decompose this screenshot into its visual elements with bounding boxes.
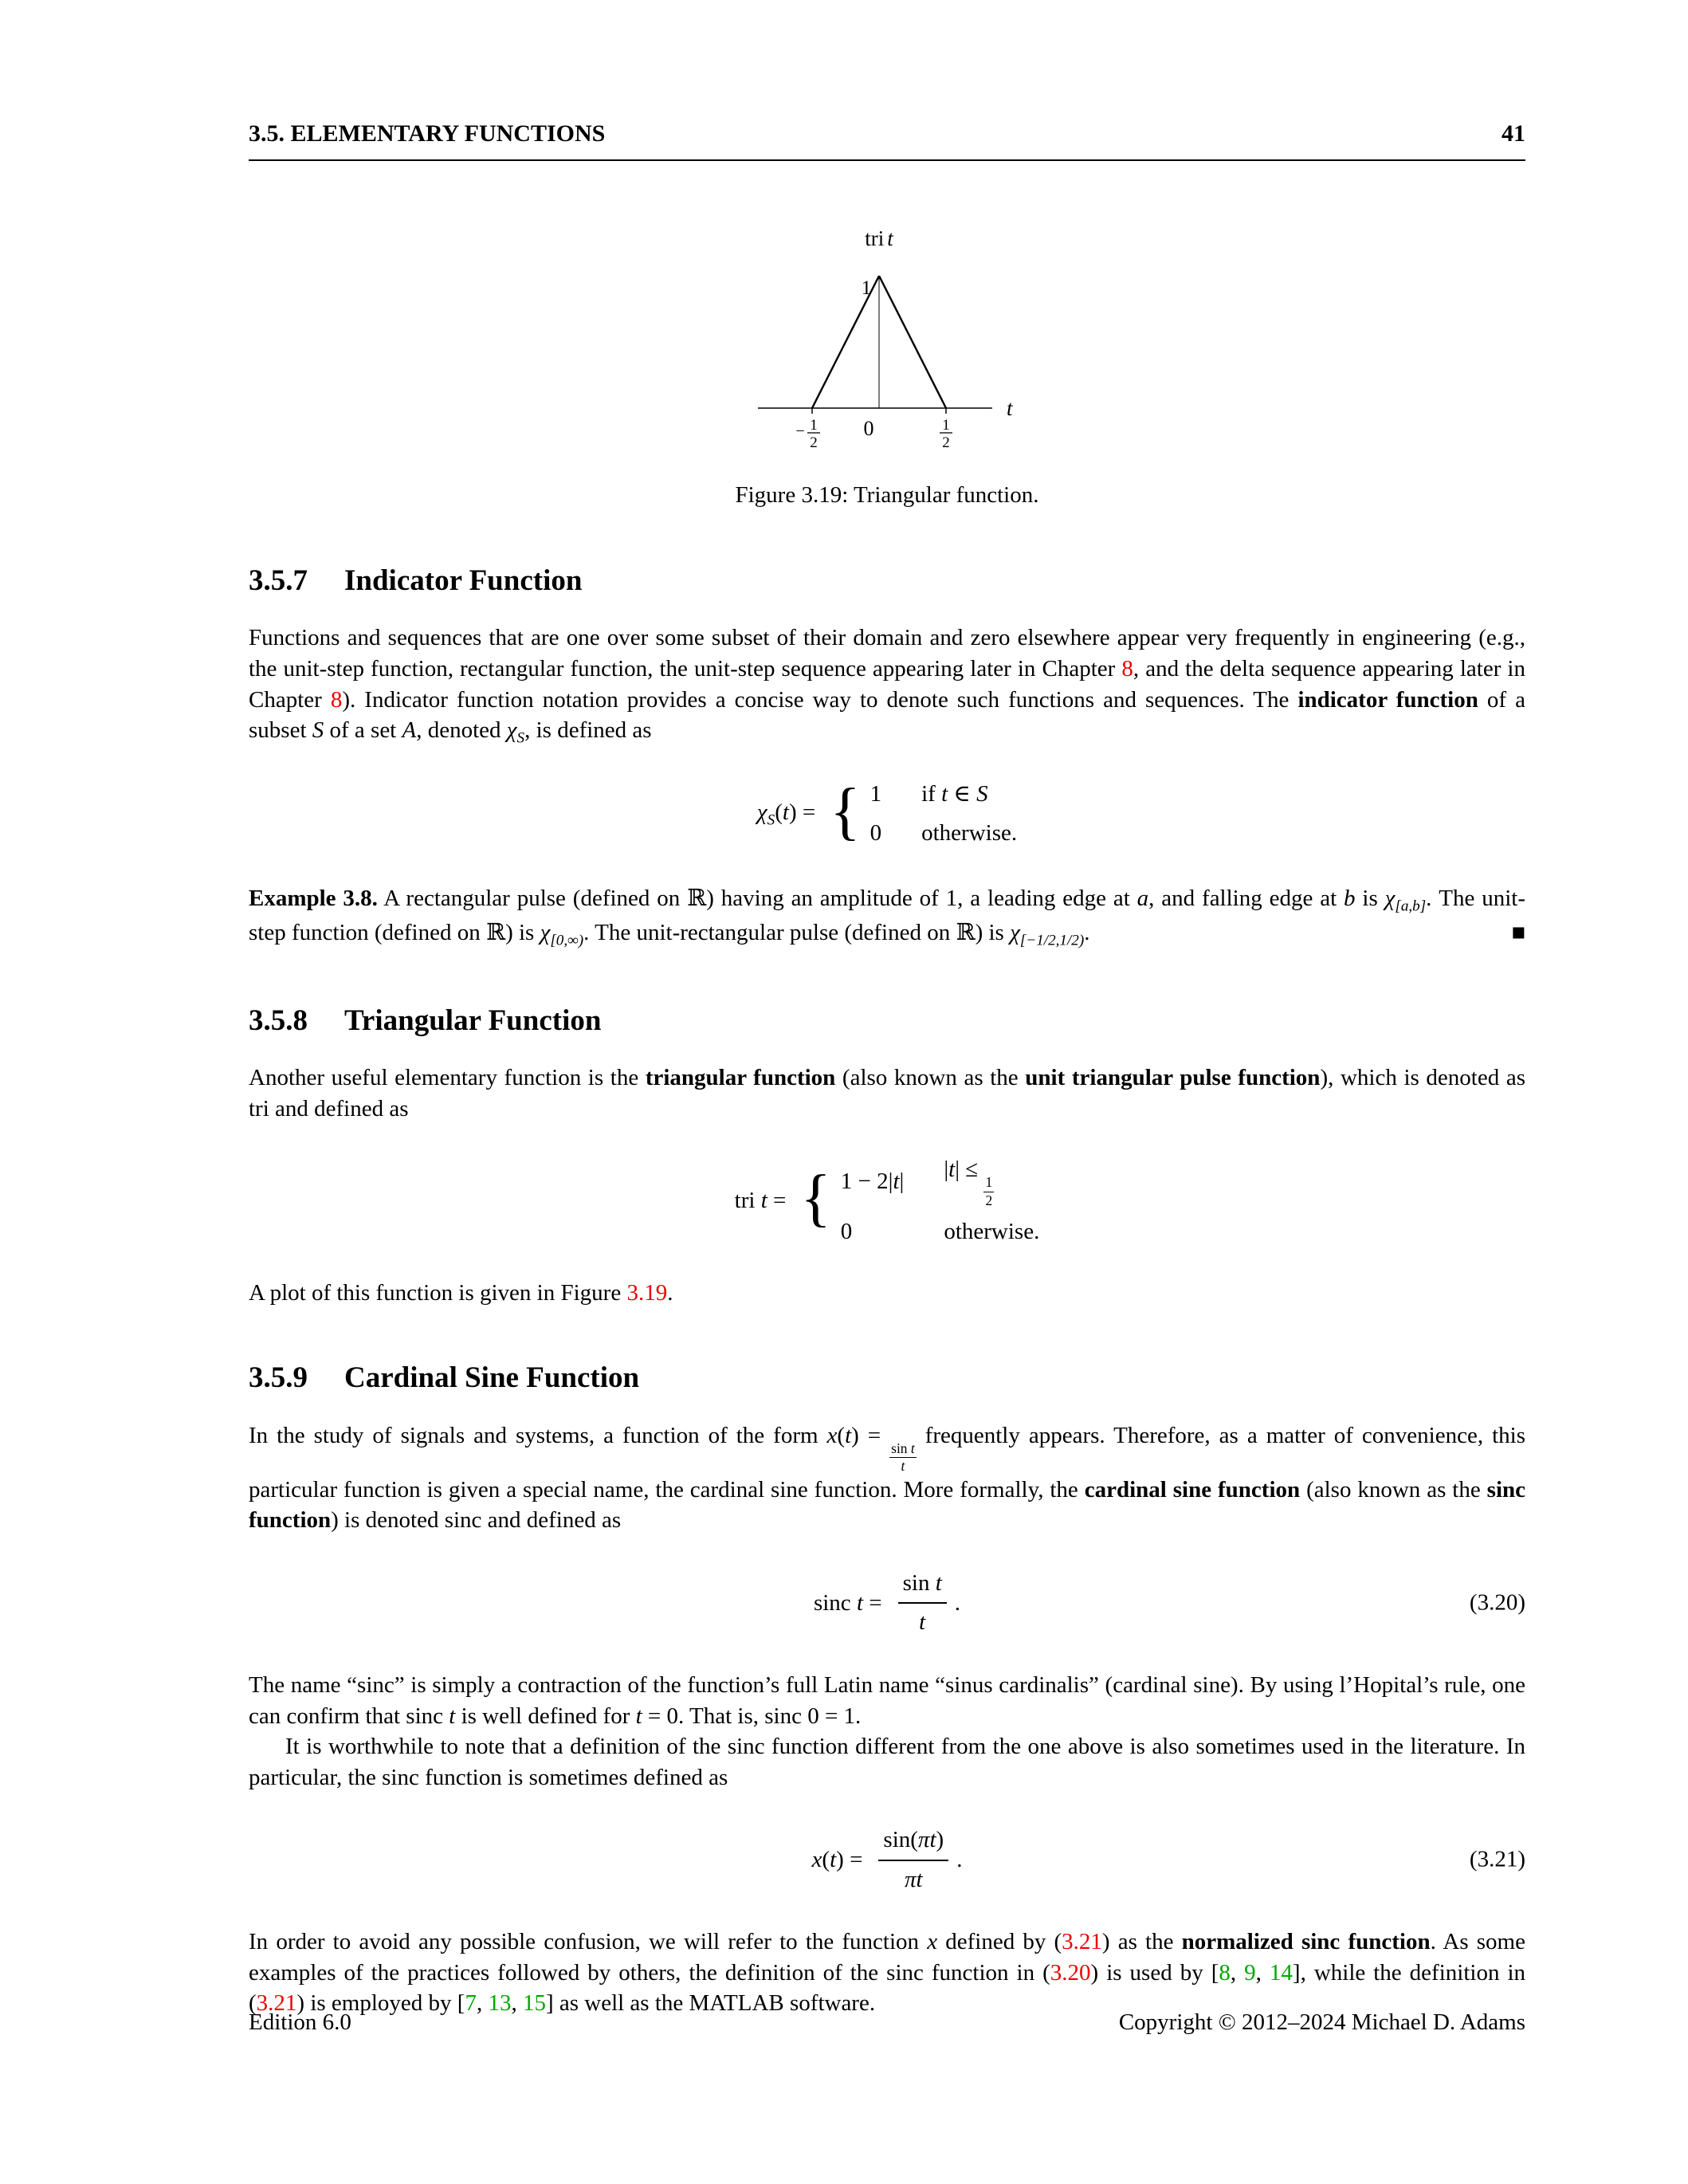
reference-link[interactable]: 8 (330, 686, 343, 713)
text-run: , and falling edge at (1148, 886, 1345, 912)
text-run: unit triangular pulse function (1025, 1065, 1321, 1091)
text-run: A rectangular pulse (defined on ℝ) having an amplitude of 1, a leading edge at (377, 886, 1137, 912)
text-run: is well defined for (455, 1703, 636, 1729)
text-run: ) is employed by [ (296, 1990, 465, 2017)
citation-link[interactable]: 15 (522, 1990, 546, 2017)
equation-lhs (735, 1185, 787, 1216)
text-run: x (811, 1846, 822, 1872)
text-run: | (944, 1157, 949, 1183)
text-run: defined by ( (937, 1929, 1062, 1955)
paragraph-sinc-name (249, 1670, 1525, 1731)
text-run: 0 (870, 819, 882, 846)
fraction-denominator (919, 1604, 925, 1638)
case-condition (921, 818, 1017, 849)
text-run: 1 − 2| (840, 1168, 893, 1194)
text-run: Example 3.8. (249, 886, 378, 912)
text-run: triangular function (645, 1065, 836, 1091)
fraction-denominator (985, 1192, 992, 1208)
equation-tail: . (954, 1589, 961, 1616)
section-heading-triangular-function (249, 1004, 1525, 1039)
header-page-number: 41 (1502, 120, 1525, 147)
text-run: , is defined as (524, 717, 652, 744)
text-run: | (899, 1168, 905, 1194)
end-of-example-marker: ■ (1511, 919, 1525, 945)
fraction-denominator: 2 (942, 434, 950, 451)
section-3-5-9 (249, 1361, 1525, 2019)
text-run: t (893, 1168, 900, 1194)
example-text (249, 886, 1526, 949)
text-run: | ≤ (955, 1157, 984, 1183)
text-run: frequently appears. Therefore, as a matter of convenience, this particular function is given a special name, the cardinal sine function. More formally, the (249, 1422, 1525, 1502)
text-run: sinc (813, 1589, 857, 1616)
text-run: ) (936, 1827, 944, 1853)
text-run: S (312, 717, 324, 744)
footer-edition: Edition 6.0 (249, 2009, 351, 2035)
fraction-numerator (983, 1175, 994, 1192)
text-run: ∈ (948, 781, 977, 807)
text-run: sin (891, 1440, 911, 1456)
reference-link[interactable]: 3.21 (1062, 1929, 1102, 1955)
text-run: t (856, 1589, 863, 1616)
text-run: χ (506, 717, 517, 744)
cases-body (870, 779, 1018, 848)
figure-caption: Figure 3.19: Triangular function. (735, 482, 1039, 509)
text-run: ( (822, 1846, 830, 1872)
text-run: is (1355, 886, 1385, 912)
section-number: 3.5.7 (249, 564, 308, 598)
text-run: χ (1010, 919, 1020, 945)
text-run: t (635, 1703, 642, 1729)
text-run: ], while the definition in ( (249, 1959, 1526, 2017)
case-condition (921, 779, 1017, 810)
text-run: ), which is denoted as tri and defined as (249, 1065, 1525, 1121)
text-run: , (511, 1990, 523, 2017)
fraction-denominator: 2 (810, 434, 818, 451)
paragraph-alternate-definition (249, 1731, 1525, 1793)
paragraph-indicator-intro (249, 623, 1525, 748)
text-run: πt (905, 1866, 923, 1892)
text-run: x (927, 1929, 938, 1955)
text-run: , (1230, 1959, 1245, 1986)
text-run: . (1084, 919, 1090, 945)
equation-tail: . (956, 1846, 963, 1872)
equation-lhs (757, 797, 815, 831)
running-head (249, 118, 1525, 161)
minus-sign: − (795, 422, 805, 440)
text-run: A (402, 717, 417, 744)
text-run: A plot of this function is given in Figure (249, 1279, 627, 1306)
text-run: (also known as the (1300, 1476, 1487, 1502)
text-run: ( (775, 799, 783, 825)
text-run: S (767, 811, 775, 829)
paragraph-plot-reference (249, 1278, 1525, 1309)
citation-link[interactable]: 8 (1219, 1959, 1231, 1986)
axis-variable-label: t (1007, 395, 1013, 420)
text-run: = (767, 1188, 787, 1214)
text-run: t (760, 1188, 767, 1214)
reference-link[interactable]: 3.19 (626, 1279, 668, 1306)
triangle-right-side (879, 276, 946, 408)
tick-label-one-half (940, 417, 952, 451)
reference-link[interactable]: 3.20 (1050, 1959, 1091, 1986)
text-run: [−1/2,1/2) (1019, 932, 1085, 949)
cases-brace: { (830, 776, 861, 846)
text-run: ). Indicator function notation provides a concise way to denote such functions and sequences. The (342, 686, 1298, 713)
text-run: tri (734, 1188, 761, 1214)
tick-label-minus-one-half (795, 417, 820, 451)
text-run: t (919, 1609, 926, 1636)
text-run: of a set (324, 717, 402, 744)
text-run: t (910, 1440, 915, 1456)
paragraph-triangular-intro (249, 1063, 1525, 1124)
text-run: sin (902, 1569, 936, 1596)
paragraph-sinc-intro (249, 1420, 1525, 1536)
text-run: sinc function (249, 1476, 1525, 1534)
text-run: ) is used by [ (1090, 1959, 1219, 1986)
section-number: 3.5.9 (249, 1361, 308, 1395)
text-run: . The unit-step function (defined on ℝ) is (249, 886, 1526, 945)
equation-number: (3.21) (1469, 1846, 1525, 1872)
text-run: Functions and sequences that are one over some subset of their domain and zero elsewhere appear very frequently in engineering (e.g., the unit-step function, rectangular function, the unit-step sequence appearing later in Chapter (249, 625, 1525, 682)
page-footer (249, 2007, 1525, 2038)
triangular-function-plot (736, 218, 1038, 458)
text-run: , and the delta sequence appearing later in Chapter (249, 655, 1525, 713)
section-3-5-7 (249, 564, 1525, 951)
cases-body (841, 1154, 1040, 1247)
reference-link[interactable]: 3.21 (256, 1990, 297, 2017)
text-run: t (845, 1422, 852, 1448)
equation-indicator-function (249, 776, 1525, 848)
text-run: πt (917, 1827, 936, 1853)
case-condition (944, 1216, 1039, 1247)
equation-number: (3.20) (1469, 1589, 1525, 1616)
text-run: In the study of signals and systems, a function of the form (249, 1422, 827, 1448)
text-run: The name “sinc” is simply a contraction of the function’s full Latin name “sinus cardinalis” (cardinal sine). By using l’Hopital’s rule, one can confirm that sinc (249, 1671, 1525, 1729)
section-title: Cardinal Sine Function (344, 1361, 640, 1395)
tick-label-zero: 0 (863, 416, 874, 440)
text-run: indicator function (1297, 686, 1478, 713)
citation-link[interactable]: 7 (465, 1990, 477, 2017)
equation-3-21 (249, 1825, 1525, 1895)
fraction-numerator (878, 1825, 948, 1861)
text-run: ) = (788, 799, 816, 825)
text-run: , denoted (416, 717, 507, 744)
citation-link[interactable]: 14 (1269, 1959, 1293, 1986)
text-run: S (516, 729, 525, 747)
fraction-denominator (901, 1458, 905, 1474)
text-run: of a subset (249, 686, 1525, 744)
text-run: x (826, 1422, 838, 1448)
reference-link[interactable]: 8 (1121, 655, 1133, 682)
cases-brace: { (800, 1163, 831, 1234)
text-run: t (948, 1157, 956, 1183)
fraction-numerator: 1 (942, 416, 950, 434)
text-run: ) = (851, 1422, 890, 1448)
text-run: t (935, 1569, 942, 1596)
text-run: ) = (836, 1846, 863, 1872)
text-run: ] as well as the MATLAB software. (545, 1990, 876, 2017)
footer-copyright: Copyright © 2012–2024 Michael D. Adams (1118, 2009, 1525, 2035)
inline-fraction (983, 1175, 994, 1208)
text-run: cardinal sine function (1084, 1476, 1301, 1502)
text-run: = (863, 1589, 882, 1616)
inline-fraction (889, 1441, 917, 1475)
text-run: t (449, 1703, 456, 1729)
text-run: It is worthwhile to note that a definition of the sinc function different from the one above is also sometimes used in the literature. In particular, the sinc function is sometimes defined as (249, 1734, 1525, 1790)
text-run: (also known as the (835, 1065, 1026, 1091)
case-value (841, 1166, 905, 1197)
case-value (870, 818, 882, 849)
citation-link[interactable]: 9 (1244, 1959, 1256, 1986)
case-value (841, 1216, 905, 1247)
text-run: 2 (985, 1192, 993, 1208)
section-heading-cardinal-sine (249, 1361, 1525, 1396)
text-run: t (901, 1458, 905, 1475)
section-title: Triangular Function (344, 1004, 602, 1037)
fraction-numerator: 1 (810, 416, 818, 434)
fraction-denominator (905, 1861, 923, 1895)
text-run: t (941, 781, 948, 807)
text-run: . (667, 1279, 673, 1306)
section-3-5-8 (249, 1004, 1525, 1309)
text-run: [a,b] (1395, 898, 1427, 916)
text-run: = 0. That is, sinc 0 = 1. (642, 1703, 862, 1729)
plot-title: tri t (865, 226, 893, 250)
text-run: 0 (840, 1219, 853, 1245)
case-condition (944, 1154, 1039, 1208)
fraction-numerator (898, 1568, 947, 1605)
citation-link[interactable]: 13 (488, 1990, 512, 2017)
equation-3-20 (249, 1568, 1525, 1638)
fraction-numerator (889, 1441, 917, 1458)
example-3-8 (249, 883, 1525, 950)
display-fraction (898, 1568, 947, 1638)
text-run: otherwise. (944, 1219, 1040, 1245)
text-run: 1 (870, 781, 882, 807)
section-heading-indicator-function (249, 564, 1525, 599)
section-number: 3.5.8 (249, 1004, 308, 1037)
text-run: , (476, 1990, 489, 2017)
text-run: if (921, 781, 942, 807)
text-run: χ (1384, 886, 1396, 912)
text-run: ) as the (1101, 1929, 1182, 1955)
text-run: b (1344, 886, 1356, 912)
text-run: t (782, 799, 789, 825)
text-run: a (1136, 886, 1149, 912)
paragraph-normalized-sinc (249, 1927, 1525, 2019)
text-run: In order to avoid any possible confusion, we will refer to the function (249, 1929, 928, 1955)
text-run: . The unit-rectangular pulse (defined on ℝ) is (583, 919, 1011, 945)
figure-3-19 (249, 218, 1525, 511)
section-title: Indicator Function (344, 564, 583, 598)
text-run: normalized sinc function (1181, 1929, 1431, 1955)
text-run: sin( (883, 1827, 918, 1853)
text-run: χ (756, 799, 767, 825)
display-fraction (878, 1825, 948, 1895)
text-run: 1 (985, 1174, 993, 1191)
text-run: . As some examples of the practices followed by others, the definition of the sinc function in ( (249, 1929, 1525, 1986)
equation-lhs (812, 1844, 863, 1876)
peak-value-label: 1 (861, 277, 872, 299)
text-run: [0,∞) (550, 932, 584, 949)
text-run: χ (540, 919, 551, 945)
text-run: otherwise. (921, 819, 1018, 846)
header-section-title: 3.5. ELEMENTARY FUNCTIONS (249, 120, 606, 147)
text-run: S (976, 781, 988, 807)
text-run: ( (837, 1422, 846, 1448)
text-run: ) is denoted sinc and defined as (331, 1507, 622, 1534)
equation-triangular-function (249, 1154, 1525, 1247)
case-value (870, 779, 882, 810)
text-run: Another useful elementary function is the (249, 1065, 646, 1091)
text-run: t (830, 1846, 837, 1872)
equation-lhs (814, 1588, 882, 1619)
text-run: , (1255, 1959, 1270, 1986)
